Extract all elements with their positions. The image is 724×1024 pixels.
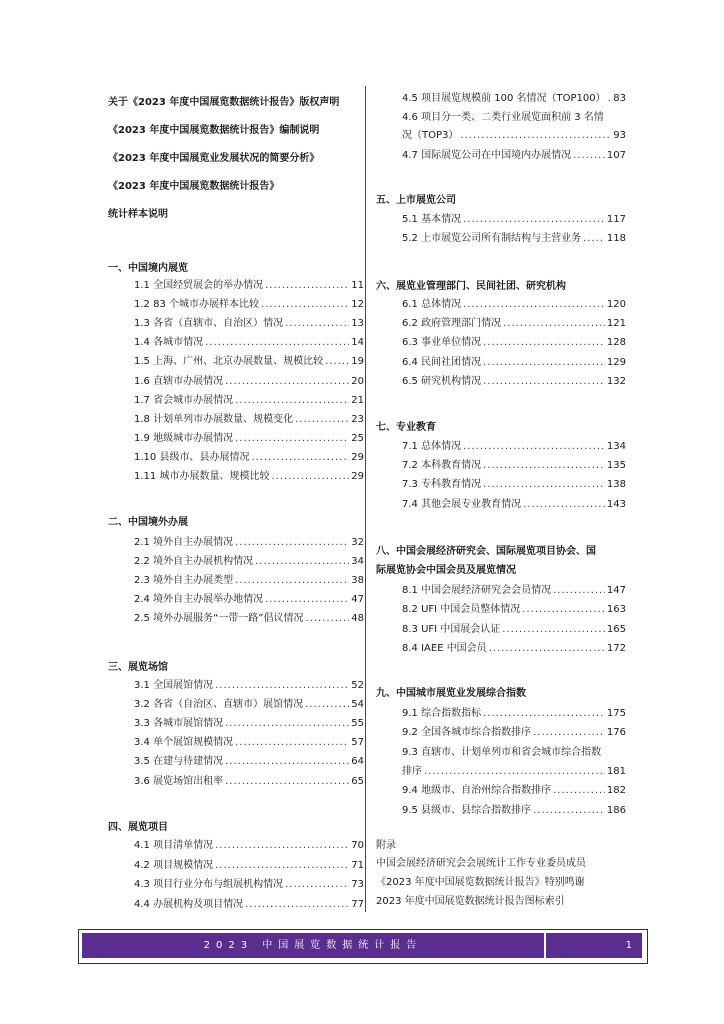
toc-leader-dots bbox=[265, 594, 349, 606]
appendix-line: 2023 年度中国展览数据统计报告图标索引 bbox=[376, 896, 565, 907]
toc-leader-dots bbox=[295, 414, 349, 426]
toc-page-number: 71 bbox=[351, 859, 364, 871]
toc-entry bbox=[134, 452, 364, 464]
toc-entry bbox=[402, 624, 626, 636]
toc-page-number: 176 bbox=[606, 727, 626, 739]
toc-page-number: 129 bbox=[606, 356, 626, 368]
toc-leader-dots bbox=[271, 471, 349, 483]
toc-entry-title: 7.4 其他会展专业教育情况 bbox=[402, 498, 522, 510]
toc-entry-title: 5.1 基本情况 bbox=[402, 214, 462, 225]
toc-leader-dots bbox=[483, 460, 605, 472]
toc-entry bbox=[134, 280, 364, 292]
section-heading: 三、展览场馆 bbox=[108, 662, 168, 673]
toc-entry-title: 3.1 全国展馆情况 bbox=[134, 680, 214, 691]
toc-page-number: 20 bbox=[351, 375, 364, 387]
toc-entry bbox=[134, 471, 364, 483]
toc-page-number: 13 bbox=[351, 318, 364, 330]
toc-leader-dots bbox=[215, 860, 349, 872]
section-heading: 六、展览业管理部门、民间社团、研究机构 bbox=[376, 281, 566, 292]
toc-leader-dots bbox=[483, 708, 605, 720]
page-number: 1 bbox=[625, 940, 632, 951]
toc-page-number: 25 bbox=[351, 432, 364, 444]
front-matter-item: 《2023 年度中国展览数据统计报告》编制说明 bbox=[108, 125, 320, 136]
toc-entry-title: 7.3 专科教育情况 bbox=[402, 479, 482, 491]
section-heading: 二、中国境外办展 bbox=[108, 517, 188, 528]
section-heading: 一、中国境内展览 bbox=[108, 263, 188, 274]
appendix-line: 《2023 年度中国展览数据统计报告》特别鸣谢 bbox=[376, 877, 585, 888]
toc-entry-title: 1.8 计划单列市办展数量、规模变化 bbox=[134, 413, 294, 425]
toc-entry bbox=[134, 899, 364, 911]
toc-entry bbox=[134, 699, 364, 711]
toc-entry bbox=[134, 594, 364, 606]
toc-entry bbox=[402, 357, 626, 369]
toc-leader-dots bbox=[553, 585, 605, 597]
toc-leader-dots bbox=[305, 613, 349, 625]
toc-entry bbox=[134, 556, 364, 568]
section-heading: 四、展览项目 bbox=[108, 822, 168, 833]
front-matter-item: 《2023 年度中国展览数据统计报告》 bbox=[108, 181, 280, 192]
toc-leader-dots bbox=[424, 766, 605, 778]
toc-entry bbox=[134, 433, 364, 445]
toc-leader-dots bbox=[325, 356, 349, 368]
toc-entry bbox=[134, 776, 364, 788]
toc-page-number: 182 bbox=[606, 785, 626, 797]
toc-entry bbox=[402, 337, 626, 349]
toc-entry bbox=[134, 537, 364, 549]
toc-leader-dots bbox=[235, 575, 349, 587]
toc-entry-title: 1.10 县级市、县办展情况 bbox=[134, 451, 250, 463]
toc-entry bbox=[134, 879, 364, 891]
toc-entry-title: 5.2 上市展览公司所有制结构与主营业务 bbox=[402, 233, 582, 244]
toc-leader-dots bbox=[460, 130, 611, 142]
toc-entry-title: 6.1 总体情况 bbox=[402, 299, 462, 310]
toc-entry-title: 6.5 研究机构情况 bbox=[402, 375, 482, 387]
toc-page-number: 163 bbox=[606, 604, 626, 616]
toc-page-number: 12 bbox=[351, 299, 364, 311]
toc-leader-dots bbox=[215, 680, 349, 692]
footer-separator bbox=[544, 933, 546, 958]
toc-page-number: 14 bbox=[351, 337, 364, 349]
toc-entry-title: 1.6 直辖市办展情况 bbox=[134, 375, 224, 387]
toc-page-number: 135 bbox=[606, 460, 626, 472]
toc-entry-title: 况（TOP3） bbox=[402, 130, 459, 141]
toc-entry bbox=[134, 680, 364, 692]
toc-page-number: 121 bbox=[606, 318, 626, 330]
toc-leader-dots bbox=[463, 441, 605, 453]
toc-entry-title: 3.4 单个展馆规模情况 bbox=[134, 737, 234, 749]
toc-page-number: 118 bbox=[606, 233, 626, 244]
toc-page-number: 143 bbox=[606, 498, 626, 510]
toc-page-number: 54 bbox=[351, 699, 364, 711]
toc-entry-title: 1.9 地级城市办展情况 bbox=[134, 432, 234, 444]
toc-page-number: 186 bbox=[606, 804, 626, 816]
toc-leader-dots bbox=[463, 214, 605, 226]
section-heading: 八、中国会展经济研究会、国际展览项目协会、国 bbox=[376, 546, 596, 557]
toc-entry bbox=[402, 460, 626, 472]
toc-page-number: 29 bbox=[351, 451, 364, 463]
toc-leader-dots bbox=[225, 718, 349, 730]
toc-leader-dots bbox=[463, 299, 605, 311]
toc-entry bbox=[402, 441, 626, 453]
toc-page-number: 57 bbox=[351, 737, 364, 749]
toc-entry-title: 1.3 各省（直辖市、自治区）情况 bbox=[134, 318, 284, 330]
toc-page-number: 77 bbox=[351, 898, 364, 910]
toc-entry-title: 3.2 各省（自治区、直辖市）展馆情况 bbox=[134, 699, 304, 711]
toc-entry bbox=[402, 130, 626, 142]
toc-entry bbox=[134, 414, 364, 426]
toc-page-number: 21 bbox=[351, 394, 364, 406]
toc-leader-dots bbox=[533, 727, 605, 739]
toc-leader-dots bbox=[235, 395, 349, 407]
toc-leader-dots bbox=[523, 499, 605, 511]
toc-leader-dots bbox=[235, 433, 349, 445]
toc-leader-dots bbox=[483, 357, 605, 369]
toc-entry bbox=[134, 756, 364, 768]
toc-entry-title: 1.2 83 个城市办展样本比较 bbox=[134, 299, 259, 311]
toc-leader-dots bbox=[245, 899, 349, 911]
toc-entry-title: 7.2 本科教育情况 bbox=[402, 460, 482, 472]
toc-page-number: 132 bbox=[606, 375, 626, 387]
toc-page-number: 64 bbox=[351, 756, 364, 768]
toc-leader-dots bbox=[215, 840, 349, 852]
toc-leader-dots bbox=[205, 337, 349, 349]
toc-leader-dots bbox=[583, 233, 605, 245]
toc-entry-title: 3.3 各城市展馆情况 bbox=[134, 718, 224, 730]
toc-leader-dots bbox=[261, 299, 349, 311]
front-matter-item: 关于《2023 年度中国展览数据统计报告》版权声明 bbox=[108, 97, 340, 108]
footer-bar bbox=[82, 933, 642, 958]
toc-page-number: 147 bbox=[606, 585, 626, 596]
toc-entry bbox=[402, 376, 626, 388]
toc-page-number: 93 bbox=[613, 130, 626, 141]
toc-leader-dots bbox=[285, 879, 349, 891]
toc-page-number: 32 bbox=[351, 537, 364, 548]
toc-entry-title: 8.1 中国会展经济研究会会员情况 bbox=[402, 585, 552, 596]
toc-entry-title: 6.4 民间社团情况 bbox=[402, 356, 482, 368]
toc-leader-dots bbox=[235, 737, 349, 749]
toc-page-number: 120 bbox=[606, 299, 626, 310]
toc-entry-title: 9.5 县级市、县综合指数排序 bbox=[402, 804, 532, 816]
toc-entry-title: 6.2 政府管理部门情况 bbox=[402, 318, 502, 330]
toc-entry-title: 排序 bbox=[402, 765, 422, 777]
toc-entry bbox=[402, 643, 626, 655]
toc-entry-text: 9.3 直辖市、计划单列市和省会城市综合指数 bbox=[402, 746, 602, 758]
toc-page-number: 47 bbox=[351, 594, 364, 605]
toc-entry-title: 1.4 各城市情况 bbox=[134, 337, 204, 349]
toc-entry bbox=[134, 575, 364, 587]
toc-page-number: 29 bbox=[351, 471, 364, 482]
toc-entry-title: 3.6 展览场馆出租率 bbox=[134, 775, 224, 787]
toc-entry bbox=[134, 395, 364, 407]
toc-entry bbox=[134, 337, 364, 349]
column-divider bbox=[365, 86, 366, 912]
toc-page-number: 70 bbox=[351, 840, 364, 851]
toc-leader-dots bbox=[225, 776, 349, 788]
toc-page-number: 117 bbox=[606, 214, 626, 225]
toc-entry-title: 2.1 境外自主办展情况 bbox=[134, 537, 234, 548]
toc-entry bbox=[402, 150, 626, 162]
toc-entry-title: 8.3 UFI 中国展会认证 bbox=[402, 623, 501, 635]
toc-entry-title: 8.2 UFI 中国会员整体情况 bbox=[402, 604, 521, 616]
toc-page-number: 107 bbox=[606, 150, 626, 161]
toc-entry-title: 1.5 上海、广州、北京办展数量、规模比较 bbox=[134, 356, 324, 368]
toc-leader-dots bbox=[522, 604, 605, 616]
toc-entry bbox=[402, 604, 626, 616]
toc-entry-text: 4.6 项目分一类、二类行业展览面积前 3 名情 bbox=[402, 112, 604, 123]
toc-entry bbox=[402, 479, 626, 491]
toc-leader-dots bbox=[483, 479, 605, 491]
toc-entry-title: 1.1 全国经贸展会的举办情况 bbox=[134, 280, 264, 291]
toc-entry-title: 7.1 总体情况 bbox=[402, 441, 462, 452]
toc-entry bbox=[402, 585, 626, 597]
toc-entry bbox=[134, 613, 364, 625]
toc-leader-dots bbox=[225, 376, 349, 388]
toc-page-number: 138 bbox=[606, 479, 626, 491]
front-matter-item: 统计样本说明 bbox=[108, 209, 168, 220]
toc-leader-dots bbox=[255, 556, 349, 568]
toc-entry-title: 9.1 综合指数指标 bbox=[402, 708, 482, 719]
toc-entry bbox=[402, 214, 626, 226]
toc-entry-title: 2.3 境外自主办展类型 bbox=[134, 575, 234, 586]
toc-page-number: 38 bbox=[351, 575, 364, 586]
toc-leader-dots bbox=[305, 699, 349, 711]
toc-page-number: 165 bbox=[606, 623, 626, 635]
toc-page-number: 175 bbox=[606, 708, 626, 719]
front-matter-item: 《2023 年度中国展览业发展状况的简要分析》 bbox=[108, 153, 320, 164]
toc-page-number: 128 bbox=[606, 337, 626, 349]
toc-entry-title: 4.1 项目清单情况 bbox=[134, 840, 214, 851]
section-heading: 七、专业教育 bbox=[376, 422, 436, 433]
toc-entry bbox=[402, 233, 626, 245]
toc-entry bbox=[402, 785, 626, 797]
toc-entry-title: 8.4 IAEE 中国会员 bbox=[402, 642, 487, 654]
toc-page-number: 34 bbox=[351, 556, 364, 567]
toc-entry bbox=[134, 318, 364, 330]
toc-entry bbox=[134, 860, 364, 872]
appendix-line: 中国会展经济研究会会展统计工作专业委员成员 bbox=[376, 858, 586, 869]
toc-entry-title: 2.5 境外办展服务“一带一路”倡议情况 bbox=[134, 613, 304, 624]
toc-entry bbox=[402, 93, 626, 105]
toc-page-number: 172 bbox=[606, 642, 626, 654]
toc-entry-title: 2.4 境外自主办展举办地情况 bbox=[134, 594, 264, 605]
toc-leader-dots bbox=[573, 150, 605, 162]
toc-page-number: 11 bbox=[351, 280, 364, 291]
toc-page-number: 73 bbox=[351, 879, 364, 890]
toc-entry-title: 9.4 地级市、自治州综合指数排序 bbox=[402, 785, 552, 797]
toc-page-number: 48 bbox=[351, 613, 364, 624]
toc-page-number: 83 bbox=[613, 93, 626, 104]
toc-leader-dots bbox=[483, 376, 605, 388]
toc-entry bbox=[402, 299, 626, 311]
toc-page-number: 134 bbox=[606, 441, 626, 452]
toc-entry-title: 4.4 办展机构及项目情况 bbox=[134, 898, 244, 910]
toc-entry-title: 2.2 境外自主办展机构情况 bbox=[134, 556, 254, 567]
toc-leader-dots bbox=[235, 537, 349, 549]
toc-entry-title: 3.5 在建与待建情况 bbox=[134, 756, 224, 768]
toc-leader-dots bbox=[489, 643, 605, 655]
toc-page-number: 55 bbox=[351, 718, 364, 730]
toc-entry-title: 4.2 项目规模情况 bbox=[134, 859, 214, 871]
toc-leader-dots bbox=[502, 624, 605, 636]
section-heading: 五、上市展览公司 bbox=[376, 195, 456, 206]
toc-entry bbox=[402, 766, 626, 778]
toc-entry bbox=[134, 840, 364, 852]
toc-entry bbox=[134, 356, 364, 368]
appendix-label: 附录 bbox=[376, 840, 396, 851]
toc-entry-title: 4.5 项目展览规模前 100 名情况（TOP100） bbox=[402, 93, 606, 104]
toc-page-number: 23 bbox=[351, 413, 364, 425]
toc-entry bbox=[402, 318, 626, 330]
toc-leader-dots bbox=[225, 756, 349, 768]
section-heading: 九、中国城市展览业发展综合指数 bbox=[376, 688, 526, 699]
toc-page-number: 19 bbox=[351, 356, 364, 368]
toc-entry-title: 1.7 省会城市办展情况 bbox=[134, 394, 234, 406]
toc-entry-title: 9.2 全国各城市综合指数排序 bbox=[402, 727, 532, 739]
toc-leader-dots bbox=[285, 318, 349, 330]
toc-entry bbox=[402, 727, 626, 739]
toc-entry bbox=[402, 708, 626, 720]
toc-entry-title: 6.3 事业单位情况 bbox=[402, 337, 482, 349]
toc-leader-dots bbox=[608, 93, 612, 105]
toc-entry bbox=[134, 718, 364, 730]
toc-entry bbox=[134, 299, 364, 311]
toc-entry-title: 4.3 项目行业分布与组展机构情况 bbox=[134, 879, 284, 890]
footer-title: 2023 中国展览数据统计报告 bbox=[203, 940, 423, 951]
toc-page-number: 181 bbox=[606, 765, 626, 777]
toc-page-number: 52 bbox=[351, 680, 364, 691]
toc-entry bbox=[134, 376, 364, 388]
section-heading-continued: 际展览协会中国会员及展览情况 bbox=[376, 565, 516, 576]
toc-leader-dots bbox=[553, 785, 605, 797]
toc-entry bbox=[402, 805, 626, 817]
toc-leader-dots bbox=[251, 452, 349, 464]
toc-page-number: 65 bbox=[351, 775, 364, 787]
toc-entry-title: 4.7 国际展览公司在中国境内办展情况 bbox=[402, 150, 572, 161]
toc-leader-dots bbox=[503, 318, 605, 330]
toc-leader-dots bbox=[533, 805, 605, 817]
toc-leader-dots bbox=[483, 337, 605, 349]
toc-leader-dots bbox=[265, 280, 349, 292]
toc-entry bbox=[402, 499, 626, 511]
toc-entry-title: 1.11 城市办展数量、规模比较 bbox=[134, 471, 270, 482]
toc-entry bbox=[134, 737, 364, 749]
